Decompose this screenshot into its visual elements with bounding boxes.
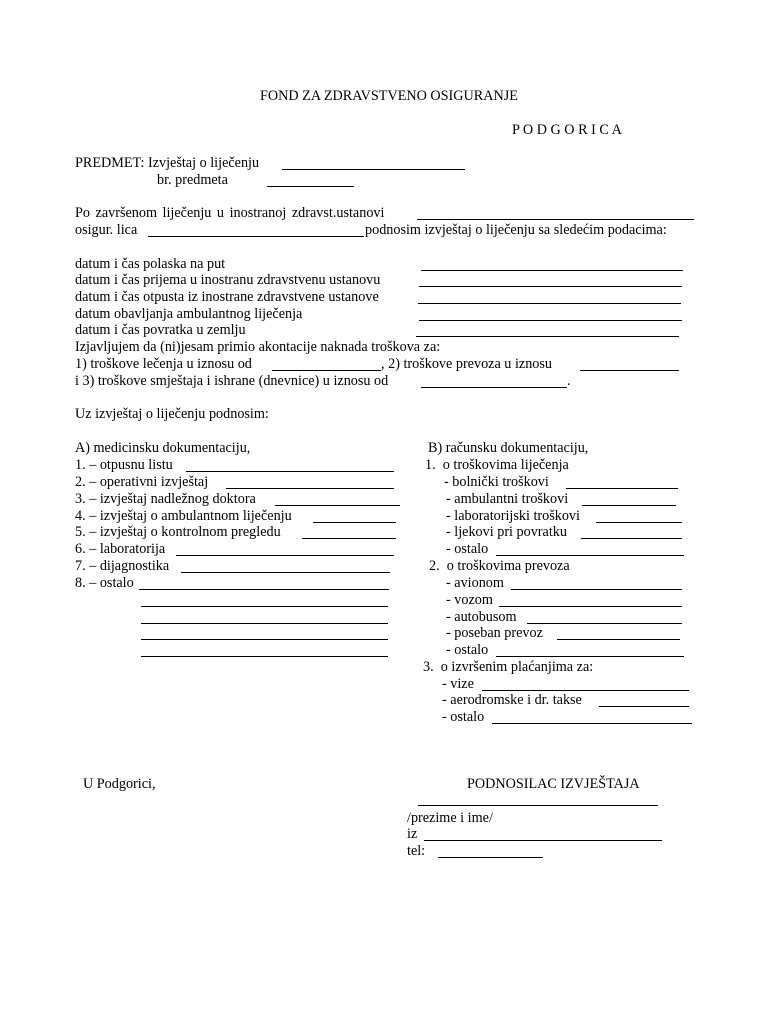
tel-field[interactable] — [438, 857, 543, 858]
declaration-item-2: , 2) troškove prevoza u iznosu — [381, 356, 552, 372]
payment-field[interactable] — [482, 690, 689, 691]
subject-field[interactable] — [282, 169, 465, 170]
treatment-cost-item: - bolnički troškovi — [444, 474, 549, 490]
transport-cost-field[interactable] — [511, 589, 682, 590]
medical-doc-item: 6. – laboratorija — [75, 541, 166, 557]
medical-doc-field[interactable] — [139, 589, 389, 590]
from-label: iz — [407, 826, 418, 842]
city-title: P O D G O R I C A — [512, 122, 622, 138]
date-label: datum i čas povratka u zemlju — [75, 322, 246, 338]
medical-extra-line[interactable] — [141, 606, 388, 607]
treatment-cost-item: - laboratorijski troškovi — [446, 508, 580, 524]
payment-item: - ostalo — [442, 709, 485, 725]
medical-doc-field[interactable] — [302, 538, 396, 539]
name-label: /prezime i ime/ — [407, 810, 493, 826]
place-label: U Podgorici, — [83, 776, 156, 792]
transport-amount-field[interactable] — [580, 370, 679, 371]
treatment-cost-item: - ambulantni troškovi — [446, 491, 569, 507]
payment-field[interactable] — [599, 706, 689, 707]
medical-extra-line[interactable] — [141, 656, 388, 657]
medical-extra-line[interactable] — [141, 639, 388, 640]
submit-label: Uz izvještaj o liječenju podnosim: — [75, 406, 269, 422]
date-label: datum i čas otpusta iz inostrane zdravstvene ustanove — [75, 289, 379, 305]
treatment-cost-field[interactable] — [582, 505, 676, 506]
transport-cost-field[interactable] — [527, 623, 682, 624]
financial-docs-title: B) računsku dokumentaciju, — [428, 440, 589, 456]
transport-cost-field[interactable] — [499, 606, 682, 607]
medical-extra-line[interactable] — [141, 623, 388, 624]
signature-line[interactable] — [418, 805, 658, 806]
payment-field[interactable] — [492, 723, 692, 724]
treatment-cost-field[interactable] — [581, 538, 682, 539]
transport-cost-item: - vozom — [446, 592, 493, 608]
date-field[interactable] — [419, 286, 682, 287]
date-label: datum i čas prijema u inostranu zdravstvenu ustanovu — [75, 272, 381, 288]
transport-cost-item: - autobusom — [446, 609, 517, 625]
from-field[interactable] — [424, 840, 662, 841]
treatment-cost-field[interactable] — [596, 522, 682, 523]
medical-doc-field[interactable] — [181, 572, 390, 573]
medical-doc-item: 3. – izvještaj nadležnog doktora — [75, 491, 256, 507]
declaration-line: Izjavljujem da (ni)jesam primio akontacije naknada troškova za: — [75, 339, 441, 355]
date-label: datum obavljanja ambulantnog liječenja — [75, 306, 303, 322]
intro-line-1: Po završenom liječenju u inostranoj zdravst.ustanovi — [75, 205, 385, 221]
declaration-period: . — [567, 373, 571, 389]
treatment-costs-title: 1. o troškovima liječenja — [425, 457, 569, 473]
medical-doc-field[interactable] — [313, 522, 396, 523]
insured-person-field[interactable] — [148, 236, 364, 237]
applicant-title: PODNOSILAC IZVJEŠTAJA — [467, 776, 640, 792]
transport-cost-field[interactable] — [557, 639, 680, 640]
treatment-cost-item: - ostalo — [446, 541, 489, 557]
transport-cost-field[interactable] — [496, 656, 684, 657]
tel-label: tel: — [407, 843, 426, 859]
medical-doc-field[interactable] — [186, 471, 394, 472]
date-field[interactable] — [416, 336, 679, 337]
medical-doc-item: 2. – operativni izvještaj — [75, 474, 209, 490]
treatment-cost-field[interactable] — [566, 488, 678, 489]
case-number-label: br. predmeta — [157, 172, 228, 188]
intro-line-2b: podnosim izvještaj o liječenju sa sledećim podacima: — [365, 222, 667, 238]
transport-cost-item: - ostalo — [446, 642, 489, 658]
medical-doc-field[interactable] — [176, 555, 394, 556]
payment-item: - aerodromske i dr. takse — [442, 692, 582, 708]
institution-field[interactable] — [417, 219, 694, 220]
medical-docs-title: A) medicinsku dokumentaciju, — [75, 440, 251, 456]
treatment-amount-field[interactable] — [272, 370, 381, 371]
date-field[interactable] — [421, 270, 683, 271]
medical-doc-item: 5. – izvještaj o kontrolnom pregledu — [75, 524, 281, 540]
transport-cost-item: - poseban prevoz — [446, 625, 543, 641]
accommodation-amount-field[interactable] — [421, 387, 567, 388]
medical-doc-item: 4. – izvještaj o ambulantnom liječenju — [75, 508, 292, 524]
transport-cost-item: - avionom — [446, 575, 504, 591]
treatment-cost-item: - ljekovi pri povratku — [446, 524, 567, 540]
medical-doc-item: 7. – dijagnostika — [75, 558, 170, 574]
declaration-item-3: i 3) troškove smještaja i ishrane (dnevnice) u iznosu od — [75, 373, 389, 389]
case-number-field[interactable] — [267, 186, 354, 187]
declaration-item-1: 1) troškove lečenja u iznosu od — [75, 356, 252, 372]
date-field[interactable] — [418, 303, 681, 304]
subject-label: PREDMET: Izvještaj o liječenju — [75, 155, 260, 171]
medical-doc-field[interactable] — [275, 505, 400, 506]
transport-costs-title: 2. o troškovima prevoza — [429, 558, 570, 574]
treatment-cost-field[interactable] — [496, 555, 684, 556]
date-label: datum i čas polaska na put — [75, 256, 226, 272]
medical-doc-item: 1. – otpusnu listu — [75, 457, 173, 473]
payments-title: 3. o izvršenim plaćanjima za: — [423, 659, 594, 675]
fund-title: FOND ZA ZDRAVSTVENO OSIGURANJE — [260, 88, 518, 104]
intro-line-2a: osigur. lica — [75, 222, 138, 238]
medical-doc-field[interactable] — [226, 488, 394, 489]
date-field[interactable] — [419, 320, 682, 321]
payment-item: - vize — [442, 676, 474, 692]
medical-doc-item: 8. – ostalo — [75, 575, 134, 591]
